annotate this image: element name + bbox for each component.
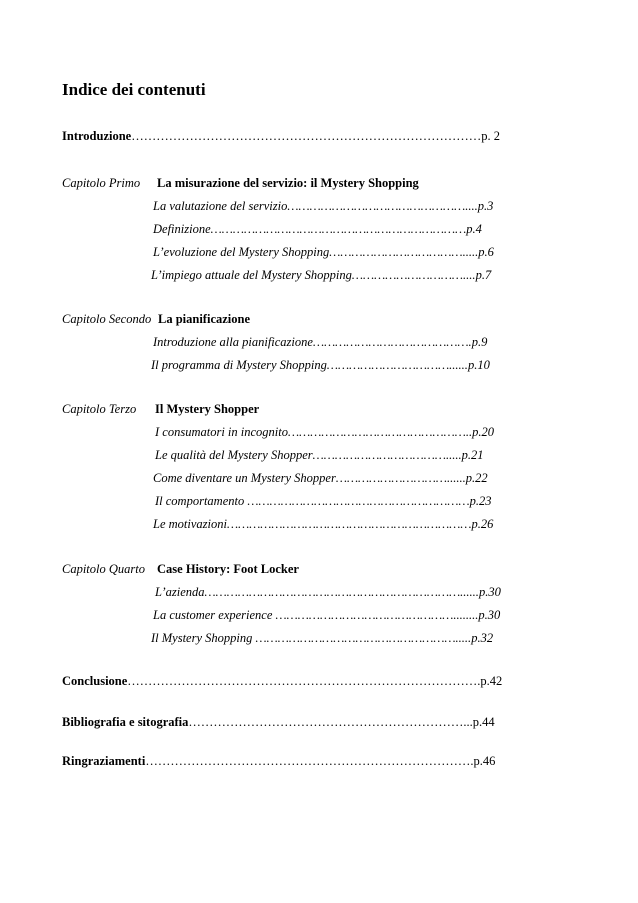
toc-entry[interactable]	[151, 632, 493, 645]
page-number: p.9	[471, 335, 488, 349]
page-number: p.30	[478, 585, 501, 599]
page-number: p.21	[461, 448, 484, 462]
toc-entry-bibliografia[interactable]	[62, 716, 495, 729]
leader-dots: …………………………………………………………	[226, 517, 472, 531]
page-number: p.30	[478, 608, 501, 622]
entry-text: Le qualità del Mystery Shopper	[155, 448, 313, 462]
entry-text: I consumatori in incognito	[155, 425, 288, 439]
page-number: p.4	[466, 222, 482, 236]
leader-dots: …………………………………………........	[275, 608, 479, 622]
entry-label: Bibliografia e sitografia	[62, 715, 189, 729]
page-number: p.10	[467, 358, 490, 372]
toc-entry[interactable]	[153, 609, 500, 622]
entry-text: L’azienda	[155, 585, 205, 599]
toc-entry-introduzione[interactable]	[62, 130, 500, 143]
entry-text: Il programma di Mystery Shopping	[151, 358, 327, 372]
entry-text: Definizione	[153, 222, 211, 236]
toc-entry-ringraziamenti[interactable]	[62, 755, 495, 768]
entry-text: Il Mystery Shopping	[151, 631, 256, 645]
page-number: p.32	[471, 631, 494, 645]
leader-dots: ……………………………………………………………………	[145, 754, 471, 768]
chapter-label: Capitolo Quarto	[62, 562, 145, 576]
entry-label: Conclusione	[62, 674, 128, 688]
entry-text: Le motivazioni	[153, 517, 227, 531]
toc-entry[interactable]	[151, 359, 490, 372]
toc-entry[interactable]	[153, 518, 493, 531]
leader-dots: ……………………………………………………………......	[204, 585, 479, 599]
toc-entry[interactable]	[155, 586, 501, 599]
chapter-label: Capitolo Primo	[62, 176, 141, 190]
page-number: .p.46	[470, 754, 496, 768]
toc-entry[interactable]	[153, 223, 482, 236]
toc-entry[interactable]	[155, 495, 492, 508]
leader-dots: …………………………………………....	[287, 199, 478, 213]
chapter-label: Capitolo Secondo	[62, 312, 152, 326]
leader-dots: …………………………………….	[312, 335, 472, 349]
toc-entry[interactable]	[155, 426, 494, 439]
page-number: p.6	[478, 245, 494, 259]
page-number: .p.42	[477, 674, 503, 688]
toc-entry[interactable]	[155, 449, 484, 462]
page-title: Indice dei contenuti	[62, 80, 206, 99]
leader-dots: ……………………………………………….....	[255, 631, 472, 645]
leader-dots: …………………………………………………………..	[188, 715, 470, 729]
page-number: p.23	[469, 494, 492, 508]
entry-text: L’impiego attuale del Mystery Shopping	[151, 268, 352, 282]
chapter-title: La misurazione del servizio: il Mystery Shopping	[157, 176, 419, 190]
entry-text: L’evoluzione del Mystery Shopping	[153, 245, 330, 259]
page-number: p.3	[477, 199, 494, 213]
leader-dots: ……………………………………………………………	[210, 222, 467, 236]
chapter-title: Il Mystery Shopper	[155, 402, 260, 416]
toc-entry-conclusione[interactable]	[62, 675, 502, 688]
entry-text: Introduzione alla pianificazione	[153, 335, 313, 349]
page-number: p.26	[471, 517, 494, 531]
toc-entry[interactable]	[153, 200, 493, 213]
toc-entry[interactable]	[153, 246, 494, 259]
entry-label: Introduzione	[62, 129, 132, 143]
leader-dots: …………………………………………..	[287, 425, 473, 439]
page-number: p.20	[472, 425, 494, 439]
chapter-label: Capitolo Terzo	[62, 402, 137, 416]
toc-entry[interactable]	[153, 472, 488, 485]
leader-dots: …………………………......	[335, 471, 466, 485]
entry-text: Come diventare un Mystery Shopper	[153, 471, 336, 485]
entry-text: La customer experience	[153, 608, 276, 622]
leader-dots: ……………………………….....	[312, 448, 462, 462]
chapter-title: La pianificazione	[158, 312, 251, 326]
page-number: p.7	[475, 268, 492, 282]
leader-dots: ……………………………......	[326, 358, 468, 372]
leader-dots: …………………………………………………………………………	[131, 129, 482, 143]
leader-dots: …………………………………………………………………………	[127, 674, 478, 688]
toc-entry[interactable]	[153, 336, 487, 349]
page-number: p. 2	[481, 129, 500, 143]
entry-text: La valutazione del servizio	[153, 199, 288, 213]
leader-dots: ……………………………………………………	[247, 494, 470, 508]
toc-entry[interactable]	[151, 269, 491, 282]
page-number: p.22	[465, 471, 488, 485]
chapter-title: Case History: Foot Locker	[157, 562, 299, 576]
leader-dots: ……………………………….....	[329, 245, 479, 259]
page-number: .p.44	[469, 715, 495, 729]
leader-dots: …………………………....	[351, 268, 476, 282]
entry-text: Il comportamento	[155, 494, 248, 508]
entry-label: Ringraziamenti	[62, 754, 146, 768]
